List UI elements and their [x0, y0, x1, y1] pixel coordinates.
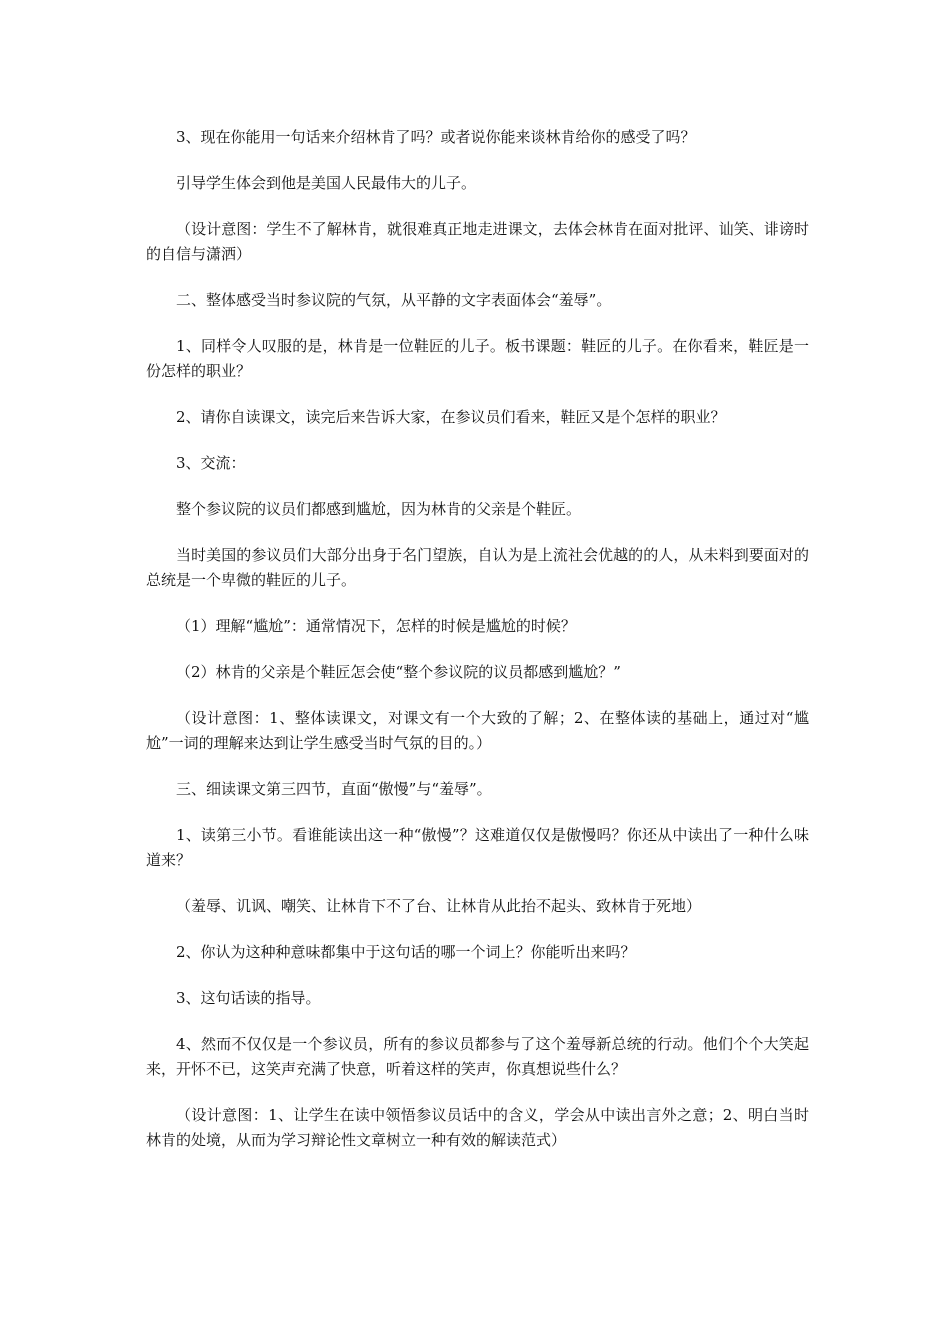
- paragraph: （设计意图：1、整体读课文，对课文有一个大致的了解；2、在整体读的基础上，通过对“尴尬”一词的理解来达到让学生感受当时气氛的目的。）: [146, 709, 809, 752]
- paragraph: 4、然而不仅仅是一个参议员，所有的参议员都参与了这个羞辱新总统的行动。他们个个大笑起来，开怀不已，这笑声充满了快意，听着这样的笑声，你真想说些什么？: [146, 1035, 809, 1078]
- paragraph: 引导学生体会到他是美国人民最伟大的儿子。: [176, 174, 477, 192]
- paragraph: 3、交流：: [176, 454, 246, 472]
- paragraph: 3、这句话读的指导。: [176, 989, 321, 1007]
- paragraph: （设计意图：学生不了解林肯，就很难真正地走进课文，去体会林肯在面对批评、讪笑、诽谤时的自信与潇洒）: [146, 220, 809, 263]
- section-heading: 二、整体感受当时参议院的气氛，从平静的文字表面体会“羞辱”。: [176, 291, 612, 309]
- paragraph: （羞辱、讥讽、嘲笑、让林肯下不了台、让林肯从此抬不起头、致林肯于死地）: [176, 897, 702, 915]
- section-heading: 三、细读课文第三四节，直面“傲慢”与“羞辱”。: [176, 780, 492, 798]
- paragraph: （设计意图：1、让学生在读中领悟参议员话中的含义，学会从中读出言外之意；2、明白当时林肯的处境，从而为学习辩论性文章树立一种有效的解读范式）: [146, 1106, 809, 1149]
- paragraph: 2、你认为这种种意味都集中于这句话的哪一个词上？你能听出来吗？: [176, 943, 636, 961]
- document-body: [146, 125, 809, 1174]
- paragraph: （1）理解“尴尬”：通常情况下，怎样的时候是尴尬的时候？: [176, 617, 576, 635]
- paragraph: 1、读第三小节。看谁能读出这一种“傲慢”？这难道仅仅是傲慢吗？你还从中读出了一种什么味道来？: [146, 826, 809, 869]
- paragraph: 1、同样令人叹服的是，林肯是一位鞋匠的儿子。板书课题：鞋匠的儿子。在你看来，鞋匠是一份怎样的职业？: [146, 337, 809, 380]
- paragraph: （2）林肯的父亲是个鞋匠怎会使“整个参议院的议员都感到尴尬？”: [176, 663, 621, 681]
- paragraph: 当时美国的参议员们大部分出身于名门望族，自认为是上流社会优越的的人，从未料到要面对的总统是一个卑微的鞋匠的儿子。: [146, 546, 809, 589]
- paragraph: 整个参议院的议员们都感到尴尬，因为林肯的父亲是个鞋匠。: [176, 500, 582, 518]
- paragraph: 2、请你自读课文，读完后来告诉大家，在参议员们看来，鞋匠又是个怎样的职业？: [176, 408, 726, 426]
- paragraph: 3、现在你能用一句话来介绍林肯了吗？或者说你能来谈林肯给你的感受了吗？: [176, 128, 696, 146]
